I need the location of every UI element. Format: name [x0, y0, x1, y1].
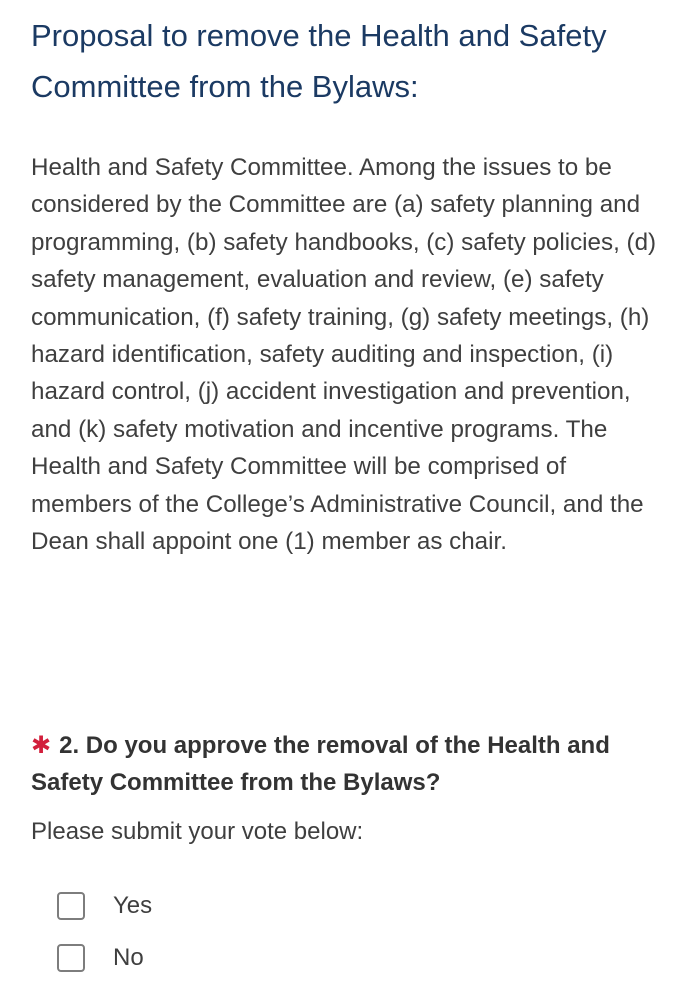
section-title: Proposal to remove the Health and Safety Committee from the Bylaws: [31, 18, 607, 104]
section-description: Health and Safety Committee. Among the issues to be considered by the Committee are (a) safety planning and programming, (b) safety handbooks, (c) safety policies, (d) safety management, evaluation and review, (e) safety communication, (f) safety training, (g) safety meetings, (h) hazard identification, safety auditing and inspection, (i) hazard control, (j) accident investigation and prevention, and (k) safety motivation and incentive programs. The Health and Safety Committee will be comprised of members of the College’s Administrative Council, and the Dean shall appoint one (1) member as chair. [31, 154, 657, 556]
required-asterisk-icon: ✱ [31, 732, 52, 759]
question-heading [31, 727, 661, 801]
vote-instruction: Please submit your vote below: [31, 818, 364, 845]
option-label-yes[interactable]: Yes [113, 892, 153, 919]
answer-options [57, 884, 152, 988]
option-no[interactable] [57, 936, 152, 980]
question-text: 2. Do you approve the removal of the Health and Safety Committee from the Bylaws? [31, 732, 610, 796]
yes-checkbox[interactable] [57, 892, 85, 920]
option-yes[interactable] [57, 884, 152, 928]
no-checkbox[interactable] [57, 944, 85, 972]
option-label-no[interactable]: No [113, 944, 144, 971]
